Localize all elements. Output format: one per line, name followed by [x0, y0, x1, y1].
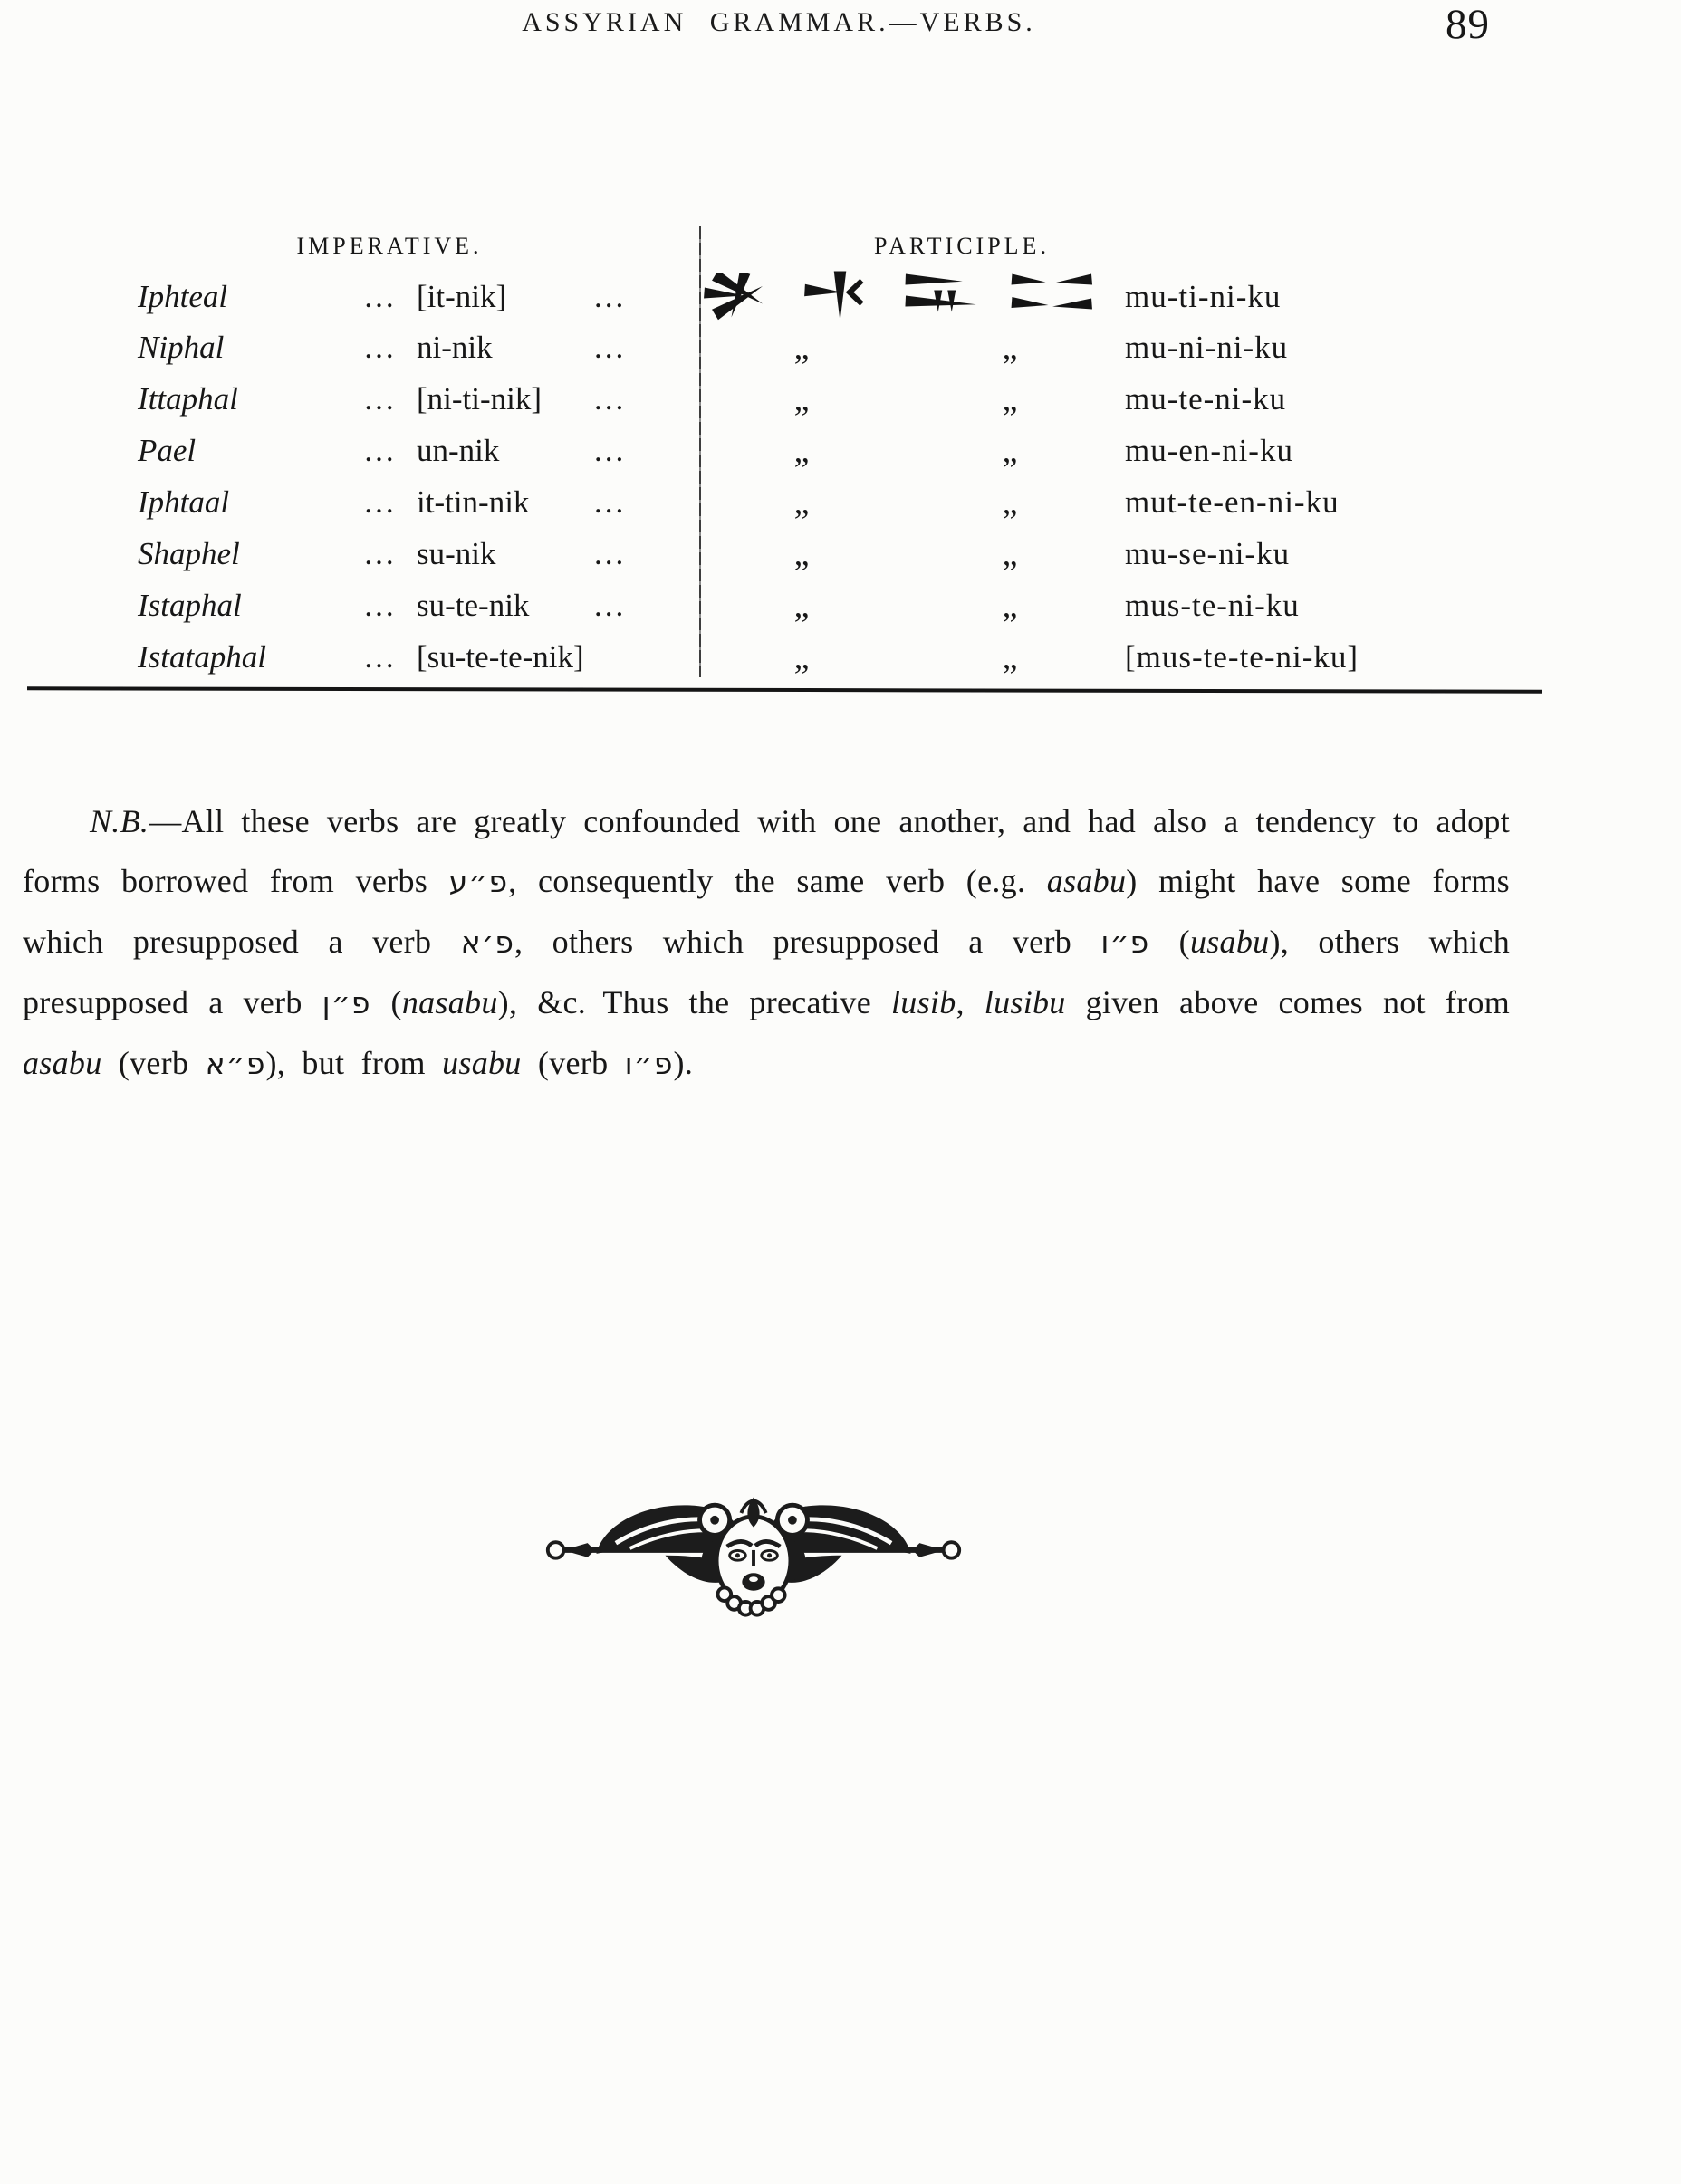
cuneiform-sign-ni-icon	[905, 273, 981, 321]
cuneiform-sign-mu-icon	[703, 273, 773, 321]
participle-transliteration: mu-se-ni-ku	[1125, 535, 1291, 571]
note-text: ) might have some forms which presupposed a verb	[23, 863, 1510, 960]
column-divider-line	[699, 226, 701, 677]
participle-transliteration: [mus-te-te-ni-ku]	[1125, 638, 1359, 675]
ditto-mark: „	[1002, 379, 1018, 418]
leader-dots: ...	[594, 329, 627, 365]
cuneiform-sign-ti-icon	[803, 270, 874, 324]
ornament-mask-face	[700, 1497, 808, 1614]
imperative-form: ni-nik	[417, 329, 493, 365]
horizontal-rule	[27, 686, 1542, 694]
imperative-form: [it-nik]	[417, 279, 507, 314]
ditto-mark: „	[793, 483, 810, 522]
leader-dots: ...	[364, 380, 397, 417]
verb-form-name: Istaphal	[138, 587, 242, 623]
imperative-form: [su-te-te-nik]	[417, 638, 584, 675]
leader-dots: ...	[364, 535, 397, 571]
ditto-mark: „	[1002, 328, 1018, 367]
leader-dots: ...	[594, 535, 627, 571]
note-text: (verb	[101, 1045, 206, 1081]
note-text: ), but from	[265, 1045, 443, 1081]
leader-dots: ...	[364, 587, 397, 623]
verb-form-name: Niphal	[138, 329, 225, 365]
note-text: , others which presupposed a verb	[514, 924, 1101, 960]
imperative-form: su-nik	[417, 535, 496, 571]
imperative-form: un-nik	[417, 432, 500, 468]
verb-form-name: Shaphel	[138, 535, 240, 571]
table-row	[136, 631, 1522, 683]
cuneiform-sign-ku-icon	[1011, 273, 1094, 321]
leader-dots: ...	[594, 484, 627, 520]
imperative-form: su-te-nik	[417, 587, 530, 623]
participle-column-header: PARTICIPLE.	[874, 233, 1050, 259]
italic-term: usabu	[442, 1045, 522, 1081]
leader-dots: ...	[364, 638, 397, 675]
italic-term: N.B.	[90, 803, 149, 839]
table-row	[136, 528, 1522, 580]
leader-dots: ...	[364, 484, 397, 520]
note-text: ), others which presupposed a verb	[23, 924, 1511, 1020]
hebrew-verb-class: פ׳א	[460, 924, 514, 960]
leader-dots: ...	[594, 587, 627, 623]
hebrew-verb-class: פ״א	[205, 1046, 266, 1081]
participle-transliteration: mu-te-ni-ku	[1125, 380, 1287, 417]
cuneiform-signs-group	[697, 270, 1114, 324]
leader-dots: ...	[364, 432, 397, 468]
ditto-mark: „	[793, 534, 810, 573]
note-text: (verb	[521, 1045, 625, 1081]
ditto-mark: „	[793, 379, 810, 418]
participle-transliteration: mut-te-en-ni-ku	[1125, 484, 1340, 520]
table-row	[136, 270, 1522, 321]
note-text: (	[1149, 924, 1190, 960]
winged-mask-tailpiece-ornament	[542, 1472, 965, 1624]
italic-term: lusibu	[984, 984, 1066, 1020]
leader-dots: ...	[364, 329, 397, 365]
note-text: given above comes not from	[1065, 984, 1510, 1020]
ditto-mark: „	[1002, 586, 1018, 625]
italic-term: asabu	[1046, 863, 1127, 899]
participle-transliteration: mu-ti-ni-ku	[1125, 279, 1282, 314]
verb-form-name: Ittaphal	[138, 380, 238, 417]
running-head: ASSYRIAN GRAMMAR.—VERBS.	[522, 7, 1036, 37]
ditto-mark: „	[1002, 637, 1018, 676]
page-number: 89	[1446, 1, 1490, 48]
ditto-mark: „	[793, 431, 810, 470]
verb-form-name: Iphtaal	[138, 484, 230, 520]
leader-dots: ...	[594, 279, 627, 314]
hebrew-verb-class: פ״ע	[448, 864, 509, 899]
ditto-mark: „	[793, 328, 810, 367]
note-text: ,	[956, 984, 985, 1020]
leader-dots: ...	[364, 279, 397, 314]
italic-term: lusib	[891, 984, 956, 1020]
hebrew-verb-class: פ״ו	[1100, 924, 1150, 960]
participle-transliteration: mu-ni-ni-ku	[1125, 329, 1289, 365]
ditto-mark: „	[793, 637, 810, 676]
ditto-mark: „	[793, 586, 810, 625]
nota-bene-paragraph	[23, 791, 1510, 1094]
table-row	[136, 321, 1522, 373]
leader-dots: ...	[594, 380, 627, 417]
italic-term: usabu	[1189, 924, 1270, 960]
italic-term: asabu	[23, 1045, 102, 1081]
note-text: —All these verbs are greatly confounded with one another, and had also a tendency to adopt forms borrowed from verbs	[23, 803, 1510, 899]
ditto-mark: „	[1002, 534, 1018, 573]
participle-transliteration: mu-en-ni-ku	[1125, 432, 1293, 468]
table-body	[136, 270, 1522, 683]
table-row	[136, 476, 1522, 528]
verb-form-name: Istataphal	[138, 638, 266, 675]
leader-dots: ...	[594, 432, 627, 468]
note-text: ).	[673, 1045, 694, 1081]
participle-transliteration: mus-te-ni-ku	[1125, 587, 1300, 623]
hebrew-verb-class: פ״ן	[322, 985, 371, 1020]
note-text: (	[370, 984, 402, 1020]
note-text: ), &c. Thus the precative	[497, 984, 891, 1020]
verb-paradigm-table	[136, 223, 1522, 683]
ditto-mark: „	[1002, 483, 1018, 522]
table-row	[136, 580, 1522, 631]
imperative-form: it-tin-nik	[417, 484, 530, 520]
imperative-column-header: IMPERATIVE.	[296, 233, 483, 259]
table-row	[136, 425, 1522, 476]
note-text: , consequently the same verb (e.g.	[508, 863, 1047, 899]
ditto-mark: „	[1002, 431, 1018, 470]
verb-form-name: Pael	[138, 432, 197, 468]
italic-term: nasabu	[401, 984, 498, 1020]
verb-form-name: Iphteal	[138, 279, 228, 314]
table-header-row	[136, 223, 1522, 270]
imperative-form: [ni-ti-nik]	[417, 380, 543, 417]
hebrew-verb-class: פ״ו	[624, 1046, 674, 1081]
table-row	[136, 373, 1522, 425]
